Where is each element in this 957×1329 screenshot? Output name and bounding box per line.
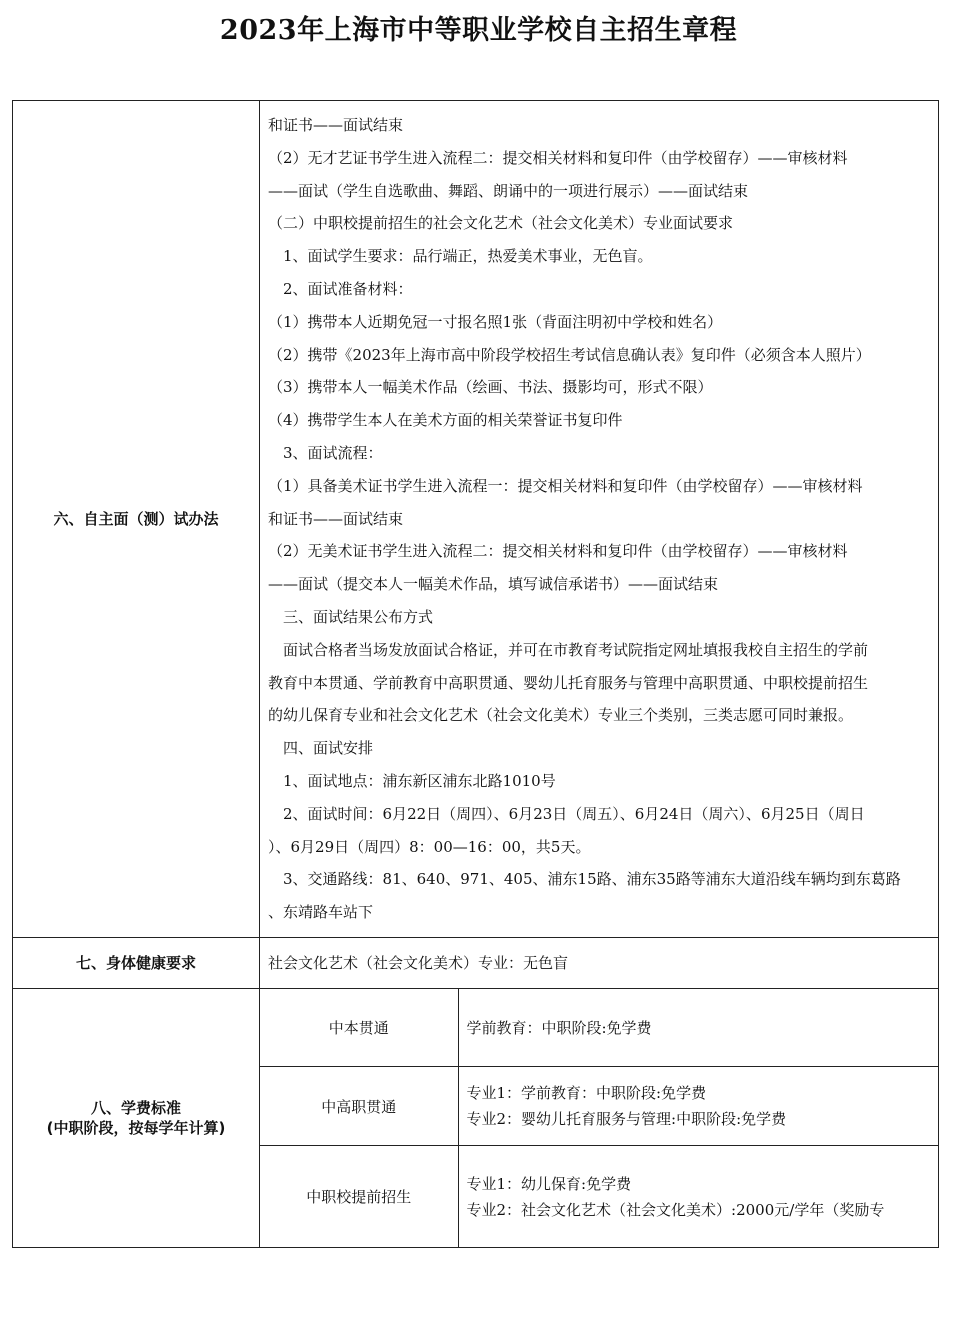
section8-label-line1: 八、学费标准 xyxy=(90,1098,181,1117)
fee-category: 中职校提前招生 xyxy=(260,1146,458,1247)
section6-line: 1、面试学生要求：品行端正，热爱美术事业，无色盲。 xyxy=(268,247,653,266)
section6-line: （2）携带《2023年上海市高中阶段学校招生考试信息确认表》复印件（必须含本人照片） xyxy=(268,345,871,364)
section6-line: ）、6月29日（周四）8：00—16：00，共5天。 xyxy=(268,837,591,856)
section7-row xyxy=(13,937,939,988)
section6-line: （3）携带本人一幅美术作品（绘画、书法、摄影均可，形式不限） xyxy=(268,378,713,397)
fee-row xyxy=(260,1067,938,1146)
section6-line: 1、面试地点：浦东新区浦东北路1010号 xyxy=(268,771,556,790)
section6-content xyxy=(260,101,939,938)
page-title: 2023年上海市中等职业学校自主招生章程 xyxy=(219,15,738,46)
admission-table xyxy=(12,100,939,1248)
fee-category: 中高职贯通 xyxy=(260,1067,458,1146)
section6-line: 四、面试安排 xyxy=(268,739,374,758)
section6-label: 六、自主面（测）试办法 xyxy=(13,101,260,938)
section6-line: 3、面试流程： xyxy=(268,443,383,462)
section6-line: 教育中本贯通、学前教育中高职贯通、婴幼儿托育服务与管理中高职贯通、中职校提前招生 xyxy=(268,673,869,692)
fee-detail-line: 专业1：学前教育：中职阶段:免学费 xyxy=(466,1084,707,1103)
section7-content: 社会文化艺术（社会文化美术）专业：无色盲 xyxy=(260,937,939,988)
fee-detail-line: 专业2：社会文化艺术（社会文化美术）:2000元/学年（奖励专 xyxy=(466,1200,885,1219)
section6-line: 3、交通路线：81、640、971、405、浦东15路、浦东35路等浦东大道沿线车辆均到东葛路 xyxy=(268,870,901,889)
fee-detail-line: 专业2：婴幼儿托育服务与管理:中职阶段:免学费 xyxy=(466,1110,787,1129)
fee-row xyxy=(260,1146,938,1247)
section6-line: （2）无才艺证书学生进入流程二：提交相关材料和复印件（由学校留存）——审核材料 xyxy=(268,148,848,167)
section8-label xyxy=(13,988,260,1247)
fee-detail-line: 专业1：幼儿保育:免学费 xyxy=(466,1174,632,1193)
section6-line: 三、面试结果公布方式 xyxy=(268,607,434,626)
section6-line: ——面试（学生自选歌曲、舞蹈、朗诵中的一项进行展示）——面试结束 xyxy=(268,181,749,200)
section6-row xyxy=(13,101,939,938)
fee-table xyxy=(260,989,938,1247)
fee-details xyxy=(458,1146,938,1247)
section6-line: 2、面试准备材料： xyxy=(268,279,413,298)
section6-line: （1）携带本人近期免冠一寸报名照1张（背面注明初中学校和姓名） xyxy=(268,312,723,331)
section6-line: （二）中职校提前招生的社会文化艺术（社会文化美术）专业面试要求 xyxy=(268,214,734,233)
section6-line: 的幼儿保育专业和社会文化艺术（社会文化美术）专业三个类别，三类志愿可同时兼报。 xyxy=(268,706,854,725)
section6-line: 面试合格者当场发放面试合格证，并可在市教育考试院指定网址填报我校自主招生的学前 xyxy=(268,640,869,659)
fee-detail-line: 学前教育：中职阶段:免学费 xyxy=(466,1018,652,1037)
section6-line: （2）无美术证书学生进入流程二：提交相关材料和复印件（由学校留存）——审核材料 xyxy=(268,542,848,561)
section7-label: 七、身体健康要求 xyxy=(13,937,260,988)
section6-line: （4）携带学生本人在美术方面的相关荣誉证书复印件 xyxy=(268,411,623,430)
section6-line: 2、面试时间：6月22日（周四）、6月23日（周五）、6月24日（周六）、6月25日（周日 xyxy=(268,804,865,823)
fee-category: 中本贯通 xyxy=(260,989,458,1067)
section6-line: ——面试（提交本人一幅美术作品，填写诚信承诺书）——面试结束 xyxy=(268,575,719,594)
section8-label-line2: (中职阶段，按每学年计算) xyxy=(46,1118,226,1137)
section6-line: （1）具备美术证书学生进入流程一：提交相关材料和复印件（由学校留存）——审核材料 xyxy=(268,476,863,495)
section8-row xyxy=(13,988,939,1247)
fee-row xyxy=(260,989,938,1067)
fee-details xyxy=(458,1067,938,1146)
section6-line: 和证书——面试结束 xyxy=(268,509,404,528)
fee-details xyxy=(458,989,938,1067)
fee-cell xyxy=(260,988,939,1247)
section6-line: 、东靖路车站下 xyxy=(268,903,374,922)
section6-line: 和证书——面试结束 xyxy=(268,116,404,134)
